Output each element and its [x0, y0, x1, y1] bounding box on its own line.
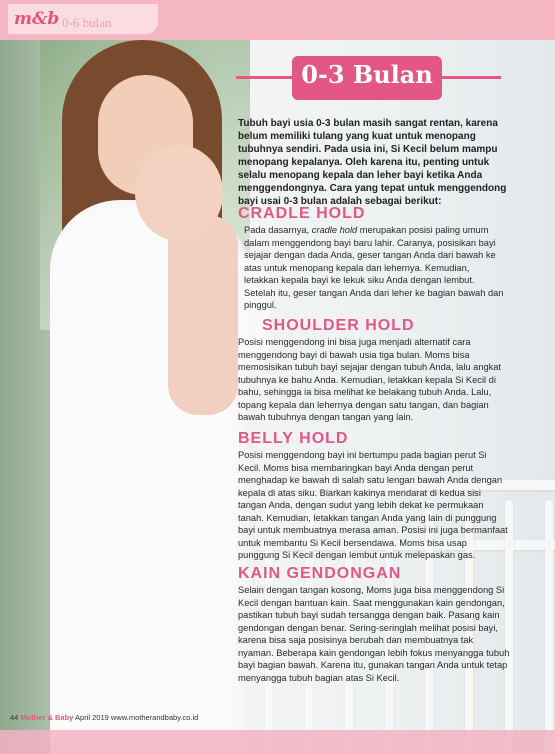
cradle-text-em: cradle hold — [311, 225, 358, 235]
page-number: 44 — [10, 713, 19, 722]
footer-bar — [0, 730, 555, 754]
magazine-logo: m&b — [14, 9, 60, 29]
baby-head — [135, 145, 223, 241]
footer-credit — [10, 713, 198, 722]
paragraph-shoulder-hold: Posisi menggendong ini bisa juga menjadi alternatif cara menggendong bayi di bawah usia tiga bulan. Moms bisa memosisikan tubuh bayi sejajar dengan tubuh Anda, lalu angkat tubuhnya ke bahu Anda. Kemudian, letakkan kepala Si Kecil di bahu, sehingga ia bisa melihat ke belakang tubuh Anda. Lalu, topang kepala dan lehernya dengan satu tangan, dan bagian bawah tubuhnya dengan tangan yang lain. — [238, 337, 502, 422]
baby-body — [168, 215, 238, 415]
intro-paragraph: Tubuh bayi usia 0-3 bulan masih sangat rentan, karena belum memiliki tulang yang kuat untuk menopang tubuhnya sendiri. Pada usia ini, Si Kecil belum mampu menopang kepalanya. Oleh karena itu, penting untuk selalu menopang kepala dan leher bayi ketika Anda menggendongnya. Cara yang tepat untuk menggendong bayi usai 0-3 bulan adalah sebagai berikut: — [238, 118, 507, 207]
paragraph-kain-gendongan: Selain dengan tangan kosong, Moms juga bisa menggendong Si Kecil dengan bantuan kain. Saat menggunakan kain gendongan, pastikan tubuh bayi sudah tersangga dengan baik. Pasang kain gendongan dengan benar. Sering-seringlah melihat posisi bayi, karena bisa saja posisinya berubah dan membuatnya tak nyaman. Beberapa kain gendongan lebih fokus menyangga tubuh bayi bagian bawah. Karena itu, gunakan tangan Anda untuk tetap menyangga tubuh bagian atas Si Kecil. — [238, 585, 510, 683]
footer-issue: April 2019 — [75, 713, 109, 722]
heading-cradle-hold: CRADLE HOLD — [238, 205, 366, 222]
heading-shoulder-hold: SHOULDER HOLD — [262, 317, 415, 334]
section-label: 0-6 bulan — [62, 15, 112, 30]
cradle-text-before: Pada dasarnya, — [244, 225, 312, 235]
heading-belly-hold: BELLY HOLD — [238, 430, 349, 447]
paragraph-cradle-hold — [244, 224, 506, 312]
footer-url: www.motherandbaby.co.id — [110, 713, 199, 722]
heading-kain-gendongan: KAIN GENDONGAN — [238, 565, 402, 582]
cradle-text-after: merupakan posisi paling umum dalam menggendong bayi baru lahir. Caranya, posisikan bayi sejajar dengan dada Anda, geser tangan Anda dari bawah ke atas untuk menopang kepala dan lehernya. Kemudian, letakkan kepala bayi ke lekuk siku Anda dengan lembut. Setelah itu, geser tangan Anda dari leher ke bagian bawah dan pinggul. — [244, 225, 504, 310]
page-title: 0-3 Bulan — [301, 60, 433, 89]
footer-magazine: Mother & Baby — [20, 713, 74, 722]
paragraph-belly-hold: Posisi menggendong bayi ini bertumpu pada bagian perut Si Kecil. Moms bisa membaringkan bayi Anda dengan perut menghadap ke bawah di salah satu lengan bawah Anda dengan kepala di atas siku. Biarkan kakinya mendarat di kedua sisi tangan Anda, dengan sudut yang lebih dekat ke permukaan tanah. Kemudian, letakkan tangan Anda yang lain di punggung bayi untuk membuatnya merasa aman. Posisi ini juga bermanfaat untuk membantu Si Kecil bersendawa. Moms bisa usap punggung Si Kecil dengan lembut untuk melepaskan gas. — [238, 450, 508, 560]
